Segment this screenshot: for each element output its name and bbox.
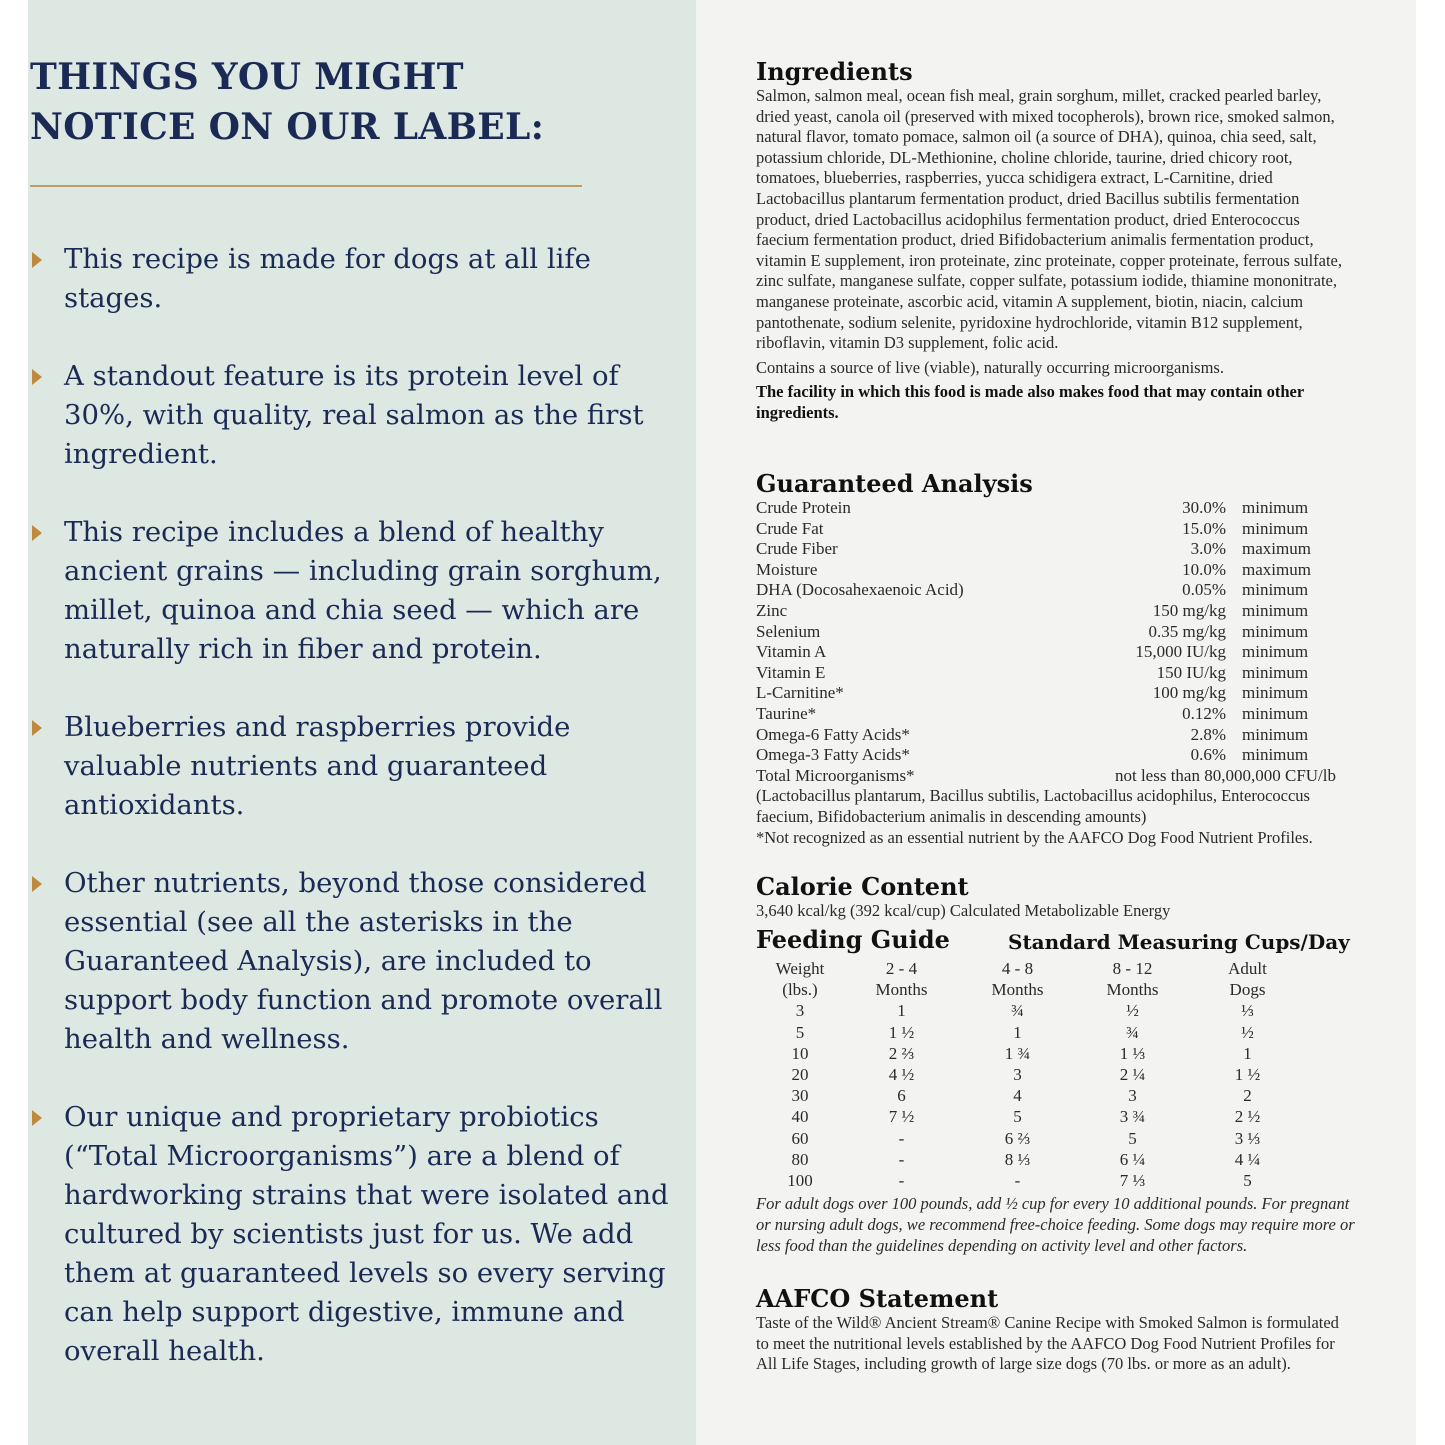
table-cell: 1 ⅓ bbox=[1119, 1043, 1146, 1063]
table-cell: ¾ bbox=[1011, 1001, 1024, 1021]
feeding-table bbox=[756, 958, 1306, 1191]
bullet-text: A standout feature is its protein level of 30%, with quality, real salmon as the first ingredient. bbox=[64, 360, 644, 470]
table-cell: 1 bbox=[897, 1001, 906, 1021]
table-header-row bbox=[756, 958, 1306, 979]
nutrient-value: 3.0% bbox=[1190, 539, 1226, 559]
aafco-section bbox=[756, 1285, 1356, 1375]
nutrient-limit: minimum bbox=[1242, 724, 1309, 744]
table-cell: 5 bbox=[795, 1022, 805, 1042]
table-row bbox=[756, 642, 1352, 663]
nutrient-name: Omega-6 Fatty Acids* bbox=[756, 724, 910, 744]
table-cell: 8 ⅓ bbox=[1004, 1149, 1031, 1169]
analysis-footnote: *Not recognized as an essential nutrient by the AAFCO Dog Food Nutrient Profiles. bbox=[756, 827, 1313, 847]
table-row bbox=[756, 519, 1352, 540]
nutrient-limit: minimum bbox=[1242, 642, 1309, 662]
table-header-row bbox=[756, 979, 1306, 1000]
table-row bbox=[756, 1064, 1306, 1085]
guaranteed-analysis-section bbox=[756, 470, 1356, 848]
nutrient-value: 15.0% bbox=[1182, 518, 1226, 538]
micro-name: Total Microorganisms* bbox=[756, 765, 915, 785]
table-cell: 2 - 4 bbox=[885, 959, 918, 978]
aafco-text: Taste of the Wild® Ancient Stream® Canine Recipe with Smoked Salmon is formulated to meet the nutritional levels established by the AAFCO Dog Food Nutrient Profiles for All Life Stages, including growth of large size dogs (70 lbs. or more as an adult). bbox=[756, 1313, 1339, 1374]
calorie-section bbox=[756, 873, 1356, 922]
triangle-bullet-icon bbox=[32, 1110, 42, 1126]
nutrient-limit: maximum bbox=[1242, 559, 1311, 579]
ingredients-text: Salmon, salmon meal, ocean fish meal, grain sorghum, millet, cracked pearled barley, dried yeast, canola oil (preserved with mixed tocopherols), brown rice, smoked salmon, natural flavor, tomato pomace, salmon oil (a source of DHA), quinoa, chia seed, salt, potassium chloride, DL-Methionine, choline chloride, taurine, dried chicory root, tomatoes, blueberries, raspberries, yucca schidigera extract, L-Carnitine, dried Lactobacillus plantarum fermentation product, dried Bacillus subtilis fermentation product, dried Lactobacillus acidophilus fermentation product, dried Enterococcus faecium fermentation product, dried Bifidobacterium animalis fermentation product, vitamin E supplement, iron proteinate, zinc proteinate, copper proteinate, ferrous sulfate, zinc sulfate, manganese sulfate, copper sulfate, potassium iodide, thiamine mononitrate, manganese proteinate, ascorbic acid, vitamin A supplement, biotin, niacin, calcium pantothenate, sodium selenite, pyridoxine hydrochloride, vitamin B12 supplement, riboflavin, vitamin D3 supplement, folic acid. bbox=[756, 86, 1342, 353]
nutrient-name: Taurine* bbox=[756, 703, 817, 723]
facility-warning: The facility in which this food is made also makes food that may contain other ingredients. bbox=[756, 382, 1304, 422]
nutrient-limit: minimum bbox=[1242, 580, 1309, 600]
ingredients-section bbox=[756, 58, 1356, 424]
table-row bbox=[756, 1000, 1306, 1021]
nutrient-name: Crude Protein bbox=[756, 498, 851, 517]
nutrient-name: Selenium bbox=[756, 621, 821, 641]
triangle-bullet-icon bbox=[32, 876, 42, 892]
table-cell: 3 ¾ bbox=[1119, 1107, 1146, 1127]
nutrient-name: Vitamin E bbox=[756, 662, 826, 682]
nutrient-value: 15,000 IU/kg bbox=[1135, 642, 1226, 662]
table-cell: 3 bbox=[1013, 1065, 1022, 1085]
table-cell: - bbox=[1014, 1171, 1021, 1191]
list-item bbox=[30, 357, 680, 474]
list-item bbox=[30, 513, 680, 669]
table-cell: 8 - 12 bbox=[1112, 959, 1153, 978]
table-cell: Dogs bbox=[1229, 980, 1266, 1000]
nutrient-value: 0.6% bbox=[1190, 745, 1226, 765]
aafco-title: AAFCO Statement bbox=[756, 1284, 999, 1313]
table-cell: Adult bbox=[1228, 959, 1267, 978]
nutrient-name: Moisture bbox=[756, 559, 818, 579]
analysis-title: Guaranteed Analysis bbox=[756, 469, 1033, 498]
nutrient-value: 0.12% bbox=[1182, 703, 1226, 723]
nutrient-name: Crude Fat bbox=[756, 518, 824, 538]
table-row bbox=[756, 683, 1352, 704]
feature-list bbox=[30, 240, 680, 1410]
table-row bbox=[756, 1170, 1306, 1191]
nutrient-name: L-Carnitine* bbox=[756, 683, 844, 703]
divider bbox=[30, 185, 582, 187]
table-cell: 6 ⅔ bbox=[1004, 1128, 1031, 1148]
table-row bbox=[756, 1022, 1306, 1043]
feeding-guide-section bbox=[756, 958, 1356, 1256]
table-cell: 60 bbox=[791, 1128, 809, 1148]
nutrient-name: Omega-3 Fatty Acids* bbox=[756, 745, 910, 765]
bullet-text: Our unique and proprietary probiotics (“Total Microorganisms”) are a blend of hardworking strains that were isolated and cultured by scientists just for us. We add them at guaranteed levels so every serving can help support digestive, immune and overall health. bbox=[64, 1101, 669, 1367]
table-cell: ⅓ bbox=[1241, 1001, 1254, 1021]
table-cell: 5 bbox=[1243, 1171, 1252, 1191]
analysis-table bbox=[756, 498, 1352, 766]
table-cell: 20 bbox=[791, 1065, 809, 1085]
table-row bbox=[756, 539, 1352, 560]
nutrient-limit: minimum bbox=[1242, 621, 1309, 641]
nutrient-name: Crude Fiber bbox=[756, 539, 838, 559]
feeding-guide-header bbox=[756, 926, 1356, 958]
table-cell: ½ bbox=[1241, 1022, 1254, 1042]
nutrient-value: 2.8% bbox=[1190, 724, 1226, 744]
microorganisms-row bbox=[756, 766, 1344, 787]
triangle-bullet-icon bbox=[32, 252, 42, 268]
table-cell: 4 bbox=[1013, 1086, 1022, 1106]
table-row bbox=[756, 1043, 1306, 1064]
table-cell: 7 ½ bbox=[888, 1107, 915, 1127]
bullet-text: Other nutrients, beyond those considered essential (see all the asterisks in the Guaranteed Analysis), are included to support body function and promote overall health and wellness. bbox=[64, 867, 663, 1055]
table-cell: ¾ bbox=[1126, 1022, 1139, 1042]
nutrient-limit: minimum bbox=[1242, 683, 1309, 703]
table-row bbox=[756, 1085, 1306, 1106]
nutrient-value: 0.05% bbox=[1182, 580, 1226, 600]
table-cell: - bbox=[898, 1171, 905, 1191]
table-cell: 5 bbox=[1013, 1107, 1022, 1127]
calorie-text: 3,640 kcal/kg (392 kcal/cup) Calculated Metabolizable Energy bbox=[756, 901, 1171, 920]
strains-text: (Lactobacillus plantarum, Bacillus subtilis, Lactobacillus acidophilus, Enterococcus faecium, Bifidobacterium animalis in descending amounts) bbox=[756, 786, 1310, 826]
nutrient-name: Zinc bbox=[756, 600, 788, 620]
list-item bbox=[30, 1098, 680, 1371]
nutrient-limit: minimum bbox=[1242, 745, 1309, 765]
table-cell: 1 ½ bbox=[1234, 1065, 1261, 1085]
table-cell: ½ bbox=[1126, 1001, 1139, 1021]
nutrient-value: 150 mg/kg bbox=[1152, 600, 1226, 620]
table-cell: 40 bbox=[791, 1107, 809, 1127]
nutrient-value: 150 IU/kg bbox=[1156, 662, 1226, 682]
nutrient-limit: minimum bbox=[1242, 662, 1309, 682]
table-cell: 5 bbox=[1128, 1128, 1137, 1148]
table-cell: 4 ¼ bbox=[1234, 1149, 1261, 1169]
table-cell: 1 ½ bbox=[888, 1022, 915, 1042]
feeding-note: For adult dogs over 100 pounds, add ½ cup for every 10 additional pounds. For pregnant or nursing adult dogs, we recommend free-choice feeding. Some dogs may require more or less food than the guidelines depending on activity level and other factors. bbox=[756, 1194, 1355, 1256]
nutrient-limit: minimum bbox=[1242, 518, 1309, 538]
table-cell: 7 ⅓ bbox=[1119, 1171, 1146, 1191]
table-row bbox=[756, 1106, 1306, 1127]
feeding-title: Feeding Guide bbox=[756, 925, 950, 954]
table-cell: Months bbox=[875, 980, 928, 1000]
bullet-text: This recipe is made for dogs at all life stages. bbox=[64, 243, 591, 314]
table-row bbox=[756, 560, 1352, 581]
list-item bbox=[30, 240, 680, 318]
micro-value: not less than 80,000,000 CFU/lb bbox=[1114, 765, 1336, 785]
table-row bbox=[756, 704, 1352, 725]
table-cell: 4 ½ bbox=[888, 1065, 915, 1085]
table-cell: 10 bbox=[791, 1043, 809, 1063]
nutrient-limit: minimum bbox=[1242, 600, 1309, 620]
table-cell: 6 bbox=[897, 1086, 906, 1106]
page-title bbox=[30, 52, 544, 152]
table-cell: (lbs.) bbox=[782, 980, 818, 1000]
nutrient-value: 0.35 mg/kg bbox=[1148, 621, 1226, 641]
nutrient-limit: minimum bbox=[1242, 498, 1309, 517]
table-cell: 30 bbox=[791, 1086, 809, 1106]
table-row bbox=[756, 622, 1352, 643]
table-cell: 80 bbox=[791, 1149, 809, 1169]
nutrient-limit: minimum bbox=[1242, 703, 1309, 723]
ingredients-title: Ingredients bbox=[756, 57, 913, 86]
title-line-1: THINGS YOU MIGHT bbox=[30, 56, 464, 98]
table-row bbox=[756, 663, 1352, 684]
table-cell: - bbox=[898, 1128, 905, 1148]
table-cell: - bbox=[898, 1149, 905, 1169]
feeding-subtitle: Standard Measuring Cups/Day bbox=[1008, 930, 1350, 954]
table-row bbox=[756, 1149, 1306, 1170]
nutrient-value: 30.0% bbox=[1182, 498, 1226, 517]
table-cell: Months bbox=[1106, 980, 1159, 1000]
table-cell: 1 bbox=[1243, 1043, 1252, 1063]
table-cell: 6 ¼ bbox=[1119, 1149, 1146, 1169]
table-row bbox=[756, 1128, 1306, 1149]
table-cell: 2 ½ bbox=[1234, 1107, 1261, 1127]
table-row bbox=[756, 725, 1352, 746]
table-cell: 2 ¼ bbox=[1119, 1065, 1146, 1085]
bullet-text: This recipe includes a blend of healthy ancient grains — including grain sorghum, millet, quinoa and chia seed — which are naturally rich in fiber and protein. bbox=[64, 516, 662, 665]
triangle-bullet-icon bbox=[32, 525, 42, 541]
table-row bbox=[756, 580, 1352, 601]
bullet-text: Blueberries and raspberries provide valuable nutrients and guaranteed antioxidants. bbox=[64, 711, 571, 821]
nutrient-name: DHA (Docosahexaenoic Acid) bbox=[756, 580, 964, 600]
nutrient-name: Vitamin A bbox=[756, 642, 827, 662]
table-cell: 1 ¾ bbox=[1004, 1043, 1031, 1063]
table-cell: 1 bbox=[1013, 1022, 1022, 1042]
table-cell: Weight bbox=[775, 959, 825, 978]
table-cell: 2 ⅔ bbox=[888, 1043, 915, 1063]
triangle-bullet-icon bbox=[32, 720, 42, 736]
table-cell: 3 ⅓ bbox=[1234, 1128, 1261, 1148]
microorganisms-note: Contains a source of live (viable), naturally occurring microorganisms. bbox=[756, 357, 1224, 377]
table-row bbox=[756, 601, 1352, 622]
table-cell: 2 bbox=[1243, 1086, 1252, 1106]
triangle-bullet-icon bbox=[32, 369, 42, 385]
list-item bbox=[30, 864, 680, 1059]
list-item bbox=[30, 708, 680, 825]
table-row bbox=[756, 745, 1352, 766]
table-cell: 3 bbox=[795, 1001, 805, 1021]
nutrient-value: 10.0% bbox=[1182, 559, 1226, 579]
table-cell: 100 bbox=[787, 1171, 813, 1191]
table-cell: 4 - 8 bbox=[1001, 959, 1034, 978]
table-row bbox=[756, 498, 1352, 519]
nutrient-limit: maximum bbox=[1242, 539, 1311, 559]
nutrient-value: 100 mg/kg bbox=[1152, 683, 1226, 703]
table-cell: 3 bbox=[1128, 1086, 1137, 1106]
title-line-2: NOTICE ON OUR LABEL: bbox=[30, 106, 545, 148]
calorie-title: Calorie Content bbox=[756, 872, 969, 901]
table-cell: Months bbox=[991, 980, 1044, 1000]
